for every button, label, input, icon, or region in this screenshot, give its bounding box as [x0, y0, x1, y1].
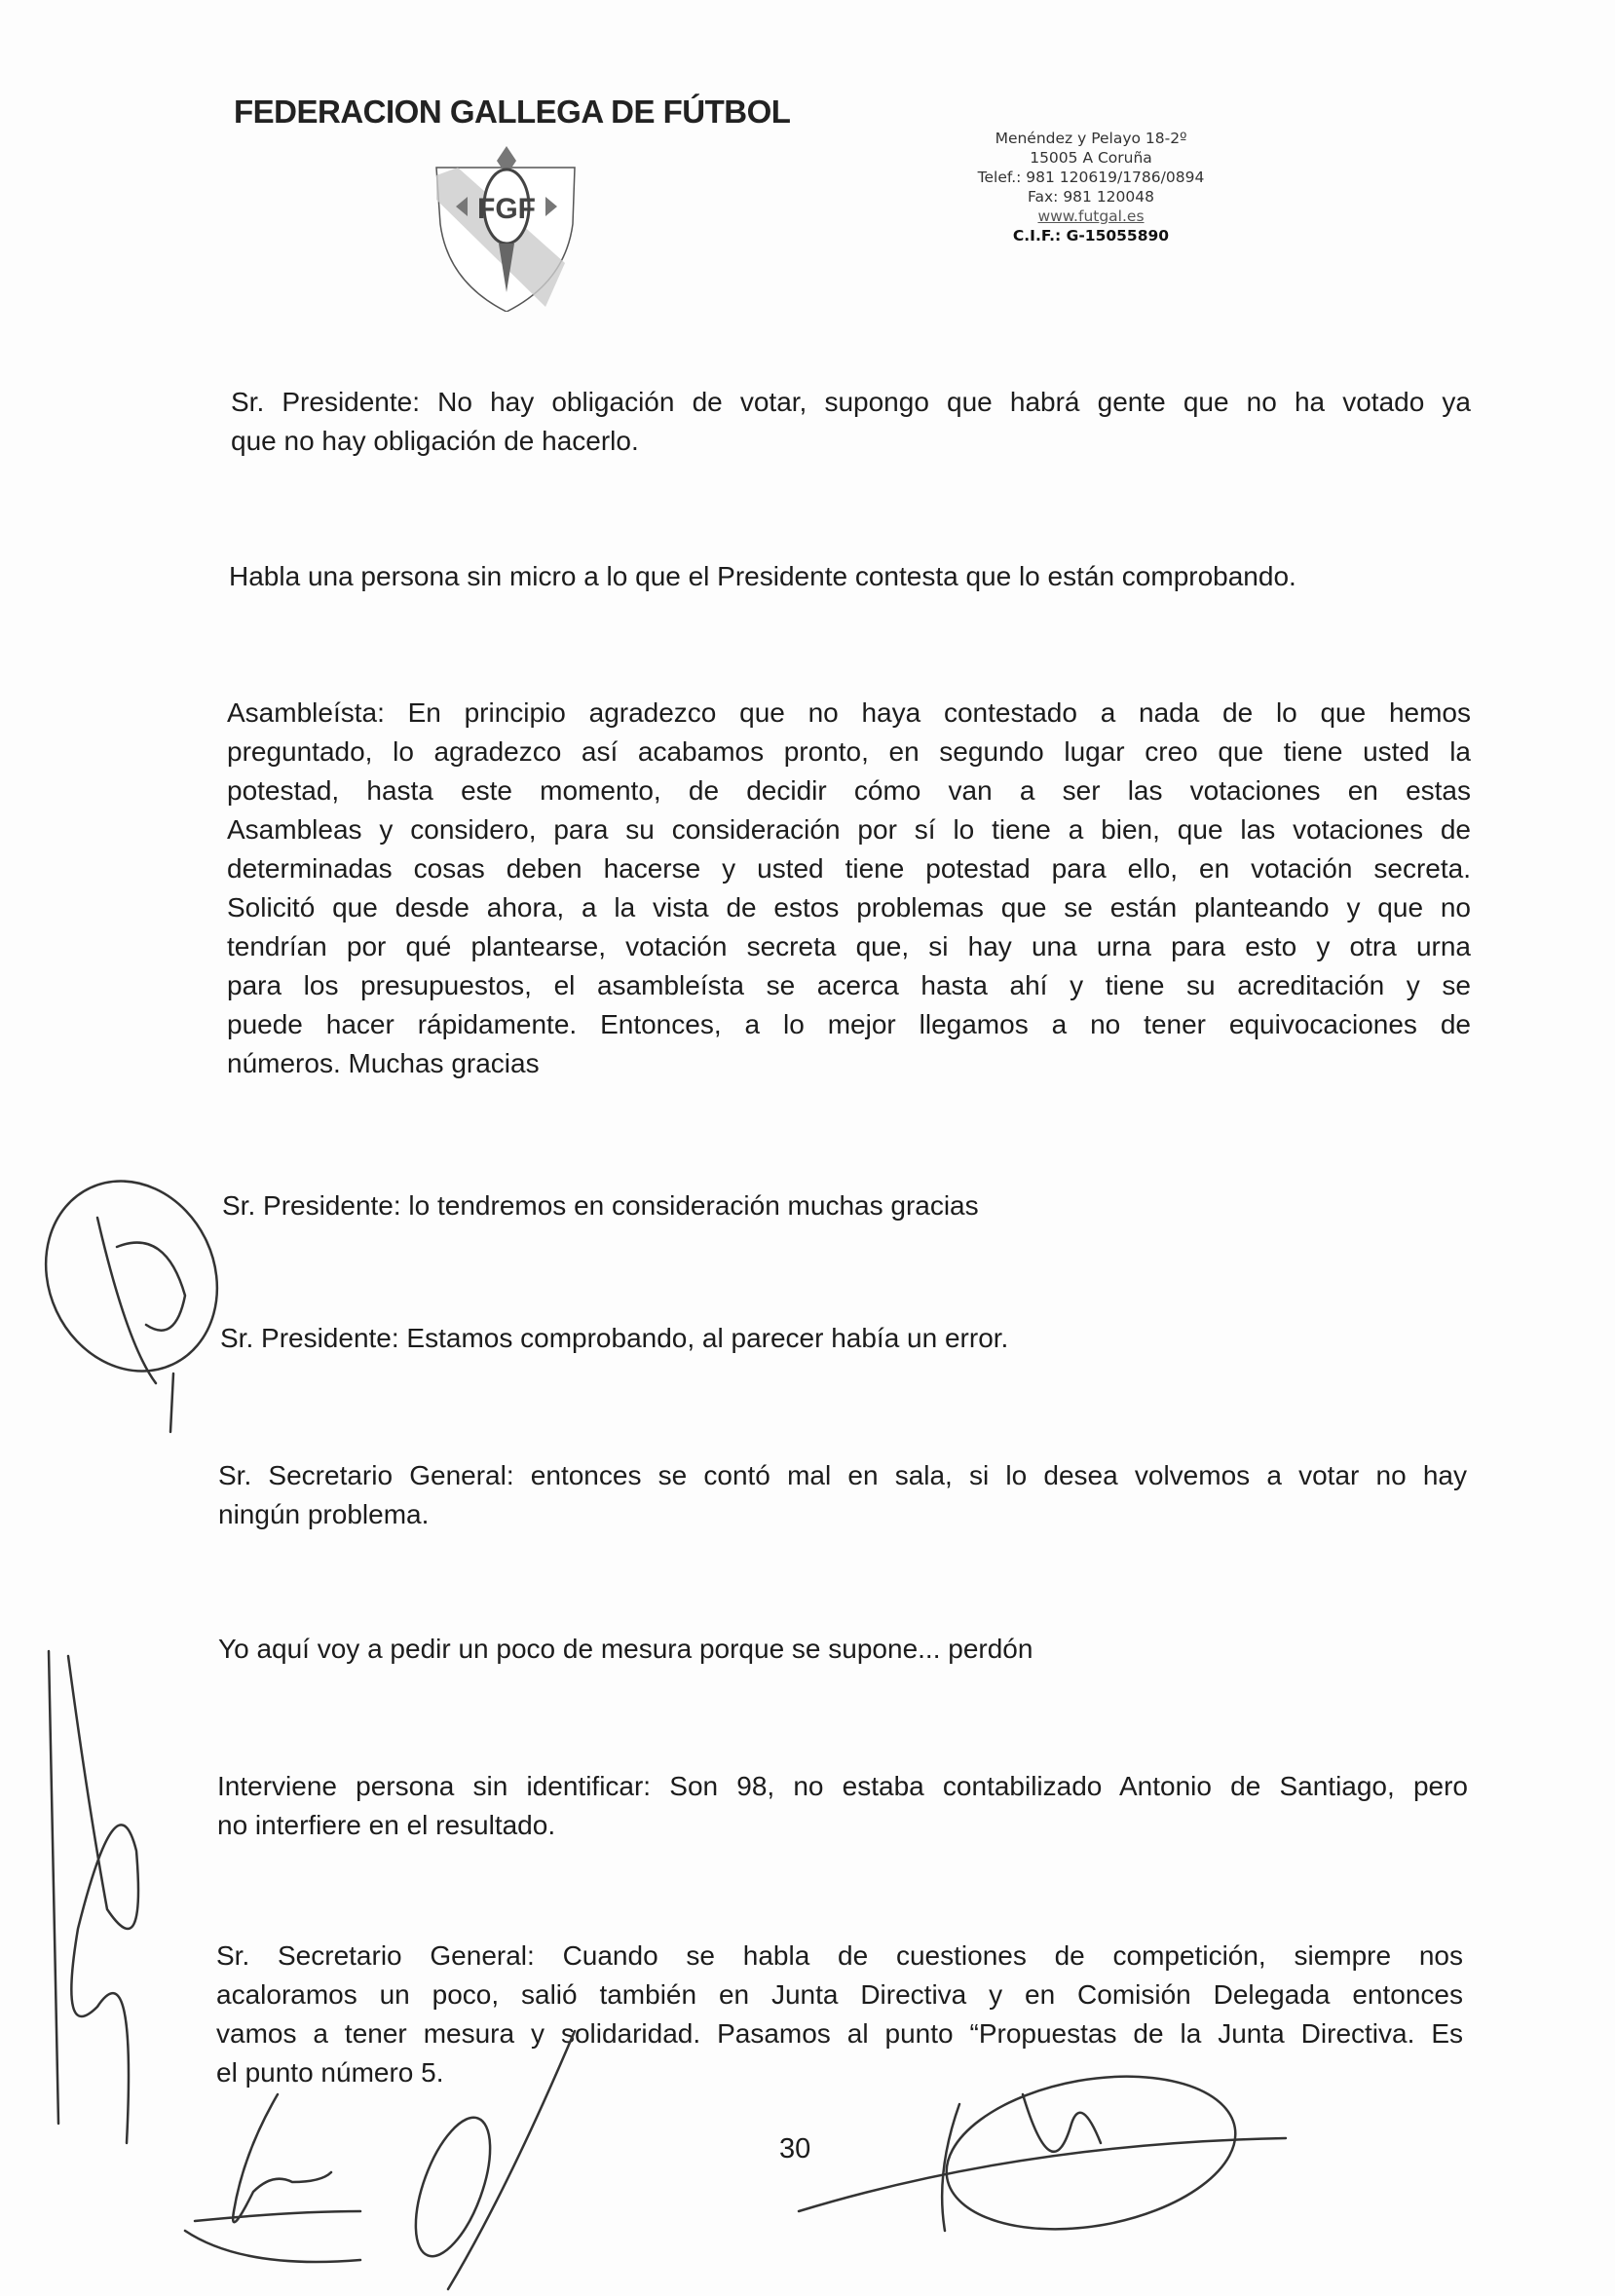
text-line: acaloramos un poco, salió también en Junta Directiva y en Comisión Delegada entonces [216, 1979, 1463, 2010]
text-line: el punto número 5. [216, 2057, 444, 2088]
text-line: Habla una persona sin micro a lo que el Presidente contesta que lo están comprobando. [229, 561, 1296, 591]
svg-text:FGF: FGF [477, 193, 536, 225]
paragraph-unidentified [217, 1767, 1468, 1845]
federation-shield-logo [429, 146, 584, 312]
contact-block [935, 129, 1247, 245]
text-line: preguntado, lo agradezco así acabamos pronto, en segundo lugar creo que tiene usted la [227, 736, 1471, 767]
text-line: Asambleísta: En principio agradezco que no haya contestado a nada de lo que hemos [227, 697, 1471, 728]
text-line: ningún problema. [218, 1499, 430, 1529]
text-line: Asambleas y considero, para su consideración por sí lo tiene a bien, que las votaciones de [227, 814, 1471, 845]
text-line: Yo aquí voy a pedir un poco de mesura porque se supone... perdón [218, 1634, 1033, 1664]
federation-title: FEDERACION GALLEGA DE FÚTBOL [234, 94, 791, 130]
phone-line: Telef.: 981 120619/1786/0894 [977, 169, 1205, 186]
text-line: vamos a tener mesura y solidaridad. Pasamos al punto “Propuestas de la Junta Directiva. Es [216, 2018, 1463, 2049]
text-line: no interfiere en el resultado. [217, 1810, 556, 1840]
text-line: Sr. Presidente: Estamos comprobando, al parecer había un error. [220, 1323, 1009, 1353]
paragraph-no-mic [229, 557, 1469, 596]
fax-line: Fax: 981 120048 [1028, 188, 1154, 206]
paragraph-president-vote [231, 383, 1471, 461]
text-line: Sr. Presidente: No hay obligación de votar, supongo que habrá gente que no ha votado ya [231, 387, 1471, 417]
margin-signature-top [16, 1152, 248, 1432]
website-link[interactable]: www.futgal.es [1037, 207, 1145, 225]
text-line: tendrían por qué plantearse, votación secreta que, si hay una urna para esto y otra urna [227, 931, 1471, 961]
text-line: que no hay obligación de hacerlo. [231, 426, 639, 456]
paragraph-president-checking [220, 1319, 1467, 1358]
text-line: números. Muchas gracias [227, 1048, 540, 1078]
paragraph-secretary-competition [216, 1937, 1463, 2092]
address-line: Menéndez y Pelayo 18-2º [995, 130, 1187, 147]
text-line: puede hacer rápidamente. Entonces, a lo mejor llegamos a no tener equivocaciones de [227, 1009, 1471, 1039]
text-line: potestad, hasta este momento, de decidir cómo van a ser las votaciones en estas [227, 775, 1471, 806]
text-line: Sr. Presidente: lo tendremos en consideración muchas gracias [222, 1190, 979, 1221]
text-line: Solicitó que desde ahora, a la vista de estos problemas que se están planteando y que no [227, 892, 1471, 922]
paragraph-secretary-recount [218, 1456, 1467, 1534]
text-line: determinadas cosas deben hacerse y usted tiene potestad para ello, en votación secreta. [227, 853, 1471, 884]
cif-line: C.I.F.: G-15055890 [1012, 227, 1170, 245]
page-number: 30 [779, 2133, 811, 2164]
text-line: para los presupuestos, el asambleísta se acerca hasta ahí y tiene su acreditación y se [227, 970, 1471, 1000]
text-line: Sr. Secretario General: entonces se contó mal en sala, si lo desea volvemos a votar no hay [218, 1460, 1467, 1490]
paragraph-moderation [218, 1630, 1467, 1669]
paragraph-president-consideration [222, 1186, 1469, 1225]
paragraph-assemblyist [227, 694, 1471, 1083]
text-line: Interviene persona sin identificar: Son 98, no estaba contabilizado Antonio de Santiago, pero [217, 1771, 1468, 1801]
text-line: Sr. Secretario General: Cuando se habla de cuestiones de competición, siempre nos [216, 1940, 1463, 1971]
address-line: 15005 A Coruña [1030, 149, 1152, 167]
margin-signature-left [49, 1651, 138, 2143]
bottom-signature-1 [185, 2094, 360, 2262]
